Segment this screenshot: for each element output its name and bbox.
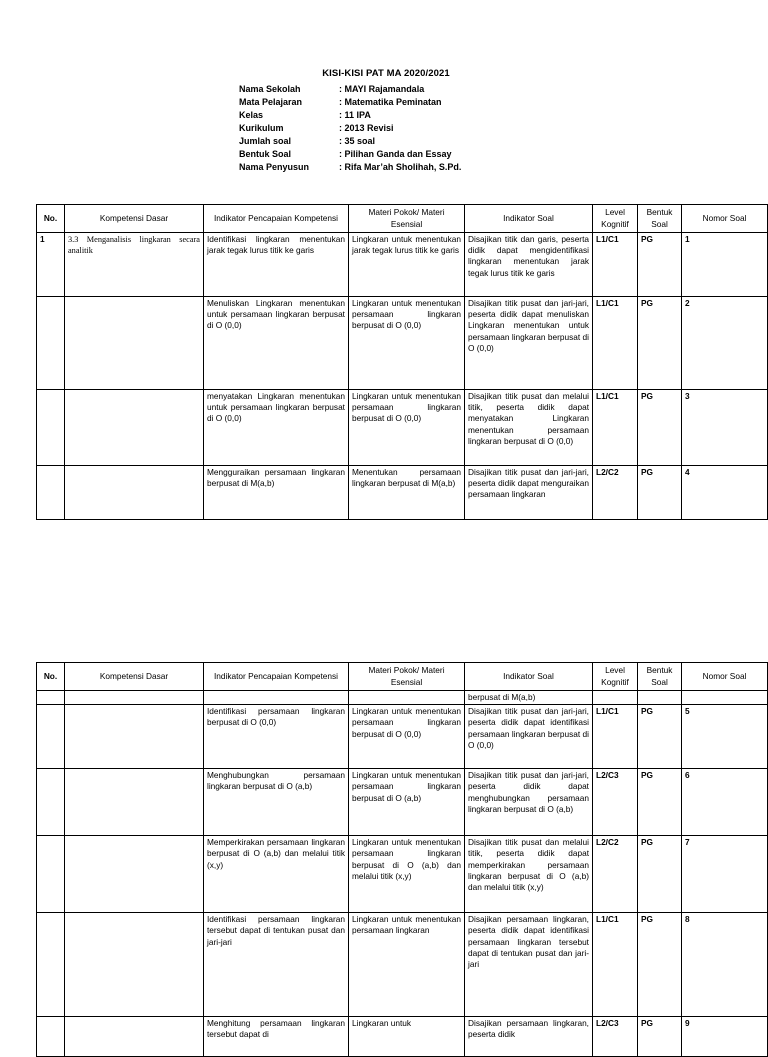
cell-indikator-soal: Disajikan titik pusat dan jari-jari, peserta didik dapat menguraikan persamaan lingkaran [465, 466, 593, 520]
cell-indikator-soal: Disajikan titik pusat dan melalui titik, peserta didik dapat menyatakan Lingkaran menentukan persamaan lingkaran berpusat di O (0,0) [465, 390, 593, 466]
cell-no [37, 1017, 65, 1057]
table-row [37, 390, 768, 466]
document-title: KISI-KISI PAT MA 2020/2021 [322, 68, 450, 79]
table-row [37, 705, 768, 769]
cell-kd [65, 466, 204, 520]
cell-bentuk: PG [638, 913, 682, 1017]
cell-kd [65, 691, 204, 705]
cell-no [37, 705, 65, 769]
cell-indikator-soal: Disajikan titik pusat dan melalui titik, peserta didik dapat memperkirakan persamaan lingkaran berpusat di O (a,b) dan melalui titik (x,y) [465, 836, 593, 913]
info-value: : Rifa Mar’ah Sholihah, S.Pd. [339, 162, 462, 172]
info-row [0, 83, 768, 96]
cell-indikator-soal: Disajikan titik pusat dan jari-jari, peserta didik dapat menghubungkan persamaan lingkaran berpusat di O (a,b) [465, 769, 593, 836]
cell-materi: Lingkaran untuk [349, 1017, 465, 1057]
table-header-row [37, 205, 768, 233]
info-row [0, 96, 768, 109]
cell-bentuk: PG [638, 769, 682, 836]
cell-level [593, 691, 638, 705]
table-row [37, 466, 768, 520]
info-label: Kurikulum [239, 123, 284, 133]
cell-bentuk [638, 691, 682, 705]
cell-level: L1/C1 [593, 913, 638, 1017]
info-row [0, 148, 768, 161]
table-row [37, 836, 768, 913]
cell-ipk: Mengguraikan persamaan lingkaran berpusat di M(a,b) [204, 466, 349, 520]
table-row [37, 297, 768, 390]
info-label: Nama Penyusun [239, 162, 310, 172]
info-value: : 11 IPA [339, 110, 371, 120]
header-indikator-soal: Indikator Soal [465, 663, 593, 691]
cell-materi: Lingkaran untuk menentukan persamaan lingkaran [349, 913, 465, 1017]
cell-indikator-soal: Disajikan persamaan lingkaran, peserta didik [465, 1017, 593, 1057]
cell-level: L2/C3 [593, 1017, 638, 1057]
info-label: Mata Pelajaran [239, 97, 303, 107]
cell-no [37, 769, 65, 836]
header-no: No. [37, 205, 65, 233]
cell-nomor: 8 [682, 913, 768, 1017]
cell-kd [65, 705, 204, 769]
cell-ipk [204, 691, 349, 705]
header-bentuk: Bentuk Soal [638, 663, 682, 691]
table-row [37, 233, 768, 297]
cell-no [37, 466, 65, 520]
cell-ipk: Menghitung persamaan lingkaran tersebut dapat di [204, 1017, 349, 1057]
info-value: : MAYI Rajamandala [339, 84, 425, 94]
cell-ipk: Identifikasi persamaan lingkaran tersebut dapat di tentukan pusat dan jari-jari [204, 913, 349, 1017]
header-materi: Materi Pokok/ Materi Esensial [349, 663, 465, 691]
cell-indikator-soal: berpusat di M(a,b) [465, 691, 593, 705]
kisi-table-page-2 [36, 662, 768, 1057]
cell-indikator-soal: Disajikan persamaan lingkaran, peserta didik dapat identifikasi persamaan lingkaran tersebut dapat di tentukan pusat dan jari-jari [465, 913, 593, 1017]
cell-bentuk: PG [638, 297, 682, 390]
cell-kd [65, 836, 204, 913]
cell-bentuk: PG [638, 836, 682, 913]
cell-nomor: 6 [682, 769, 768, 836]
cell-kd [65, 769, 204, 836]
cell-level: L1/C1 [593, 233, 638, 297]
cell-level: L2/C2 [593, 836, 638, 913]
header-indikator-pencapaian: Indikator Pencapaian Kompetensi [204, 205, 349, 233]
header-indikator-soal: Indikator Soal [465, 205, 593, 233]
cell-nomor: 9 [682, 1017, 768, 1057]
cell-level: L1/C1 [593, 705, 638, 769]
cell-indikator-soal: Disajikan titik pusat dan jari-jari, peserta didik dapat menuliskan Lingkaran menentukan untuk persamaan lingkaran berpusat di O (0,0) [465, 297, 593, 390]
header-materi: Materi Pokok/ Materi Esensial [349, 205, 465, 233]
info-row [0, 161, 768, 174]
cell-kd [65, 1017, 204, 1057]
cell-level: L1/C1 [593, 297, 638, 390]
cell-ipk: Memperkirakan persamaan lingkaran berpusat di O (a,b) dan melalui titik (x,y) [204, 836, 349, 913]
cell-no [37, 390, 65, 466]
info-label: Nama Sekolah [239, 84, 301, 94]
info-value: : 35 soal [339, 136, 376, 146]
cell-no [37, 836, 65, 913]
cell-kd [65, 390, 204, 466]
document-header [0, 68, 768, 174]
cell-nomor: 3 [682, 390, 768, 466]
cell-nomor: 2 [682, 297, 768, 390]
cell-no [37, 691, 65, 705]
cell-ipk: Identifikasi lingkaran menentukan jarak tegak lurus titik ke garis [204, 233, 349, 297]
cell-kd [65, 913, 204, 1017]
header-bentuk: Bentuk Soal [638, 205, 682, 233]
cell-materi: Lingkaran untuk menentukan persamaan lingkaran berpusat di O (0,0) [349, 705, 465, 769]
cell-nomor: 5 [682, 705, 768, 769]
cell-materi: Menentukan persamaan lingkaran berpusat di M(a,b) [349, 466, 465, 520]
header-nomor: Nomor Soal [682, 663, 768, 691]
cell-bentuk: PG [638, 233, 682, 297]
cell-no [37, 297, 65, 390]
info-row [0, 122, 768, 135]
cell-nomor: 4 [682, 466, 768, 520]
cell-kd [65, 297, 204, 390]
cell-indikator-soal: Disajikan titik dan garis, peserta didik dapat mengidentifikasi lingkaran menentukan jarak tegak lurus titik ke garis [465, 233, 593, 297]
cell-materi [349, 691, 465, 705]
table-header-row [37, 663, 768, 691]
cell-no [37, 913, 65, 1017]
cell-materi: Lingkaran untuk menentukan persamaan lingkaran berpusat di O (a,b) [349, 769, 465, 836]
cell-indikator-soal: Disajikan titik pusat dan jari-jari, peserta didik dapat identifikasi persamaan lingkaran berpusat di O (0,0) [465, 705, 593, 769]
header-indikator-pencapaian: Indikator Pencapaian Kompetensi [204, 663, 349, 691]
info-list [0, 83, 768, 174]
header-no: No. [37, 663, 65, 691]
cell-ipk: menyatakan Lingkaran menentukan untuk persamaan lingkaran berpusat di O (0,0) [204, 390, 349, 466]
cell-ipk: Menghubungkan persamaan lingkaran berpusat di O (a,b) [204, 769, 349, 836]
cell-bentuk: PG [638, 390, 682, 466]
header-kompetensi-dasar: Kompetensi Dasar [65, 205, 204, 233]
cell-materi: Lingkaran untuk menentukan persamaan lingkaran berpusat di O (0,0) [349, 390, 465, 466]
info-label: Bentuk Soal [239, 149, 292, 159]
table-row [37, 1017, 768, 1057]
info-label: Kelas [239, 110, 264, 120]
table-row [37, 913, 768, 1017]
cell-bentuk: PG [638, 1017, 682, 1057]
info-row [0, 135, 768, 148]
info-value: : Matematika Peminatan [339, 97, 442, 107]
cell-level: L1/C1 [593, 390, 638, 466]
info-row [0, 109, 768, 122]
cell-nomor: 7 [682, 836, 768, 913]
cell-materi: Lingkaran untuk menentukan persamaan lingkaran berpusat di O (0,0) [349, 297, 465, 390]
header-kompetensi-dasar: Kompetensi Dasar [65, 663, 204, 691]
cell-nomor [682, 691, 768, 705]
cell-materi: Lingkaran untuk menentukan persamaan lingkaran berpusat di O (a,b) dan melalui titik (x,y) [349, 836, 465, 913]
cell-bentuk: PG [638, 466, 682, 520]
cell-no: 1 [37, 233, 65, 297]
header-nomor: Nomor Soal [682, 205, 768, 233]
cell-materi: Lingkaran untuk menentukan jarak tegak lurus titik ke garis [349, 233, 465, 297]
cell-ipk: Menuliskan Lingkaran menentukan untuk persamaan lingkaran berpusat di O (0,0) [204, 297, 349, 390]
cell-ipk: Identifikasi persamaan lingkaran berpusat di O (0,0) [204, 705, 349, 769]
info-value: : Pilihan Ganda dan Essay [339, 149, 452, 159]
kisi-table-page-1 [36, 204, 768, 520]
cell-level: L2/C2 [593, 466, 638, 520]
info-label: Jumlah soal [239, 136, 292, 146]
header-level: Level Kognitif [593, 205, 638, 233]
cell-nomor: 1 [682, 233, 768, 297]
header-level: Level Kognitif [593, 663, 638, 691]
cell-kd: 3.3 Menganalisis lingkaran secara analitik [65, 233, 204, 297]
table-row [37, 769, 768, 836]
cell-bentuk: PG [638, 705, 682, 769]
continuation-row [37, 691, 768, 705]
cell-level: L2/C3 [593, 769, 638, 836]
info-value: : 2013 Revisi [339, 123, 394, 133]
